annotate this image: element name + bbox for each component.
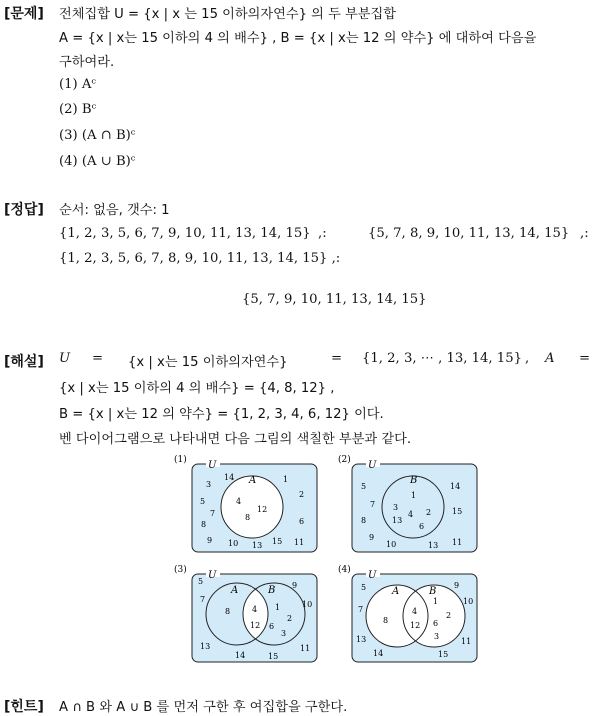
element-number: 4 [236, 497, 242, 506]
element-number: 6 [269, 622, 275, 631]
element-number: 11 [300, 644, 311, 653]
element-number: 2 [426, 508, 432, 517]
universe-label: U [368, 570, 377, 581]
element-number: 5 [361, 482, 367, 491]
element-number: 2 [446, 611, 452, 620]
element-number: 7 [370, 500, 376, 509]
venn-diagram-4 [334, 562, 484, 670]
answer-sep-1: ,: [318, 226, 327, 241]
venn-tag: (4) [338, 565, 351, 575]
element-number: 13 [356, 635, 367, 644]
element-number: 11 [461, 637, 472, 646]
set-b-label: B [410, 475, 418, 486]
element-number: 6 [299, 517, 305, 526]
element-number: 1 [433, 597, 439, 606]
universe-label: U [208, 460, 217, 471]
element-number: 14 [450, 482, 461, 491]
expl-line-4: 벤 다이어그램으로 나타내면 다음 그림의 색칠한 부분과 같다. [59, 432, 412, 447]
venn-diagram-3 [170, 562, 330, 670]
expl-line-2: {x | x는 15 이하의 4 의 배수} = {4, 8, 12} , [59, 381, 335, 396]
expl-line-3: B = {x | x는 12 의 약수} = {1, 2, 3, 4, 6, 12} 이다. [59, 407, 384, 422]
element-number: 1 [275, 603, 281, 612]
hint-text: A ∩ B 와 A ∪ B 를 먼저 구한 후 여집합을 구한다. [59, 700, 348, 715]
problem-line-3: 구하여라. [59, 55, 115, 70]
element-number: 9 [207, 536, 213, 545]
answer-set-3: {1, 2, 3, 5, 6, 7, 8, 9, 10, 11, 13, 14, 15} ,: [59, 251, 341, 266]
element-number: 15 [438, 650, 449, 659]
element-number: 10 [386, 540, 397, 549]
element-number: 7 [200, 595, 206, 604]
set-a-label: A [231, 585, 239, 596]
universe-label: U [368, 460, 377, 471]
element-number: 13 [252, 541, 263, 550]
problem-label: [문제] [4, 6, 44, 22]
problem-item-4: (4) (A ∪ B)ᶜ [59, 154, 136, 169]
expl-eq-1: = [92, 351, 104, 366]
venn-diagram-1 [170, 452, 330, 560]
set-b-label: B [268, 585, 276, 596]
element-number: 6 [433, 619, 439, 628]
element-number: 2 [287, 614, 293, 623]
answer-set-2: {5, 7, 8, 9, 10, 11, 13, 14, 15} [368, 226, 570, 241]
element-number: 12 [257, 505, 268, 514]
element-number: 7 [358, 605, 364, 614]
hint-label: [힌트] [4, 699, 44, 715]
expl-eq-3: = [579, 351, 591, 366]
element-number: 10 [228, 539, 239, 548]
venn-tag: (3) [174, 565, 187, 575]
element-number: 14 [224, 473, 235, 482]
answer-label: [정답] [4, 202, 44, 218]
element-number: 4 [408, 510, 414, 519]
element-number: 15 [268, 652, 279, 661]
element-number: 10 [302, 600, 313, 609]
expl-u-def: {x | x는 15 이하의자연수} [128, 355, 288, 370]
element-number: 8 [361, 516, 367, 525]
element-number: 14 [373, 649, 384, 658]
element-number: 13 [428, 541, 439, 550]
element-number: 3 [393, 503, 399, 512]
element-number: 11 [294, 538, 305, 547]
element-number: 13 [392, 516, 403, 525]
element-number: 1 [283, 475, 289, 484]
problem-item-3: (3) (A ∩ B)ᶜ [59, 128, 136, 143]
element-number: 5 [198, 577, 204, 586]
answer-set-4: {5, 7, 9, 10, 11, 13, 14, 15} [242, 292, 427, 307]
answer-sep-2: ,: [580, 226, 589, 241]
element-number: 9 [369, 533, 375, 542]
element-number: 8 [225, 607, 231, 616]
element-number: 4 [252, 605, 258, 614]
element-number: 12 [250, 621, 261, 630]
element-number: 14 [235, 651, 246, 660]
element-number: 4 [412, 607, 418, 616]
element-number: 8 [201, 520, 207, 529]
element-number: 10 [463, 597, 474, 606]
expl-u: U [59, 351, 71, 366]
element-number: 7 [210, 509, 216, 518]
element-number: 12 [410, 621, 421, 630]
venn-diagram-2 [334, 452, 484, 560]
set-a-label: A [249, 475, 257, 486]
element-number: 6 [419, 522, 425, 531]
element-number: 15 [452, 507, 463, 516]
problem-item-1: (1) Aᶜ [59, 77, 96, 92]
problem-line-1: 전체집합 U = {x | x 는 15 이하의자연수} 의 두 부분집합 [59, 7, 396, 22]
element-number: 8 [245, 513, 251, 522]
element-number: 11 [452, 538, 463, 547]
problem-line-2: A = {x | x는 15 이하의 4 의 배수} , B = {x | x는 12 의 약수} 에 대하여 다음을 [59, 31, 537, 46]
expl-eq-2: = [331, 351, 343, 366]
venn-tag: (1) [174, 455, 187, 465]
venn-tag: (2) [338, 455, 351, 465]
element-number: 9 [454, 581, 460, 590]
expl-u-set: {1, 2, 3, ⋯ , 13, 14, 15} [362, 351, 522, 366]
set-a-label: A [392, 586, 400, 597]
element-number: 15 [272, 537, 283, 546]
set-b-label: B [429, 586, 437, 597]
universe-label: U [208, 570, 217, 581]
expl-comma: , [525, 351, 530, 366]
expl-a: A [545, 351, 555, 366]
element-number: 9 [292, 581, 298, 590]
element-number: 13 [200, 642, 211, 651]
element-number: 3 [281, 629, 287, 638]
element-number: 5 [361, 583, 367, 592]
answer-set-1: {1, 2, 3, 5, 6, 7, 9, 10, 11, 13, 14, 15} [59, 226, 311, 241]
element-number: 1 [411, 491, 417, 500]
answer-order-count: 순서: 없음, 갯수: 1 [59, 203, 170, 218]
problem-item-2: (2) Bᶜ [59, 102, 97, 117]
element-number: 5 [200, 497, 206, 506]
element-number: 8 [383, 616, 389, 625]
element-number: 3 [206, 480, 212, 489]
explanation-label: [해설] [4, 354, 44, 370]
element-number: 3 [434, 632, 440, 641]
element-number: 2 [299, 490, 305, 499]
